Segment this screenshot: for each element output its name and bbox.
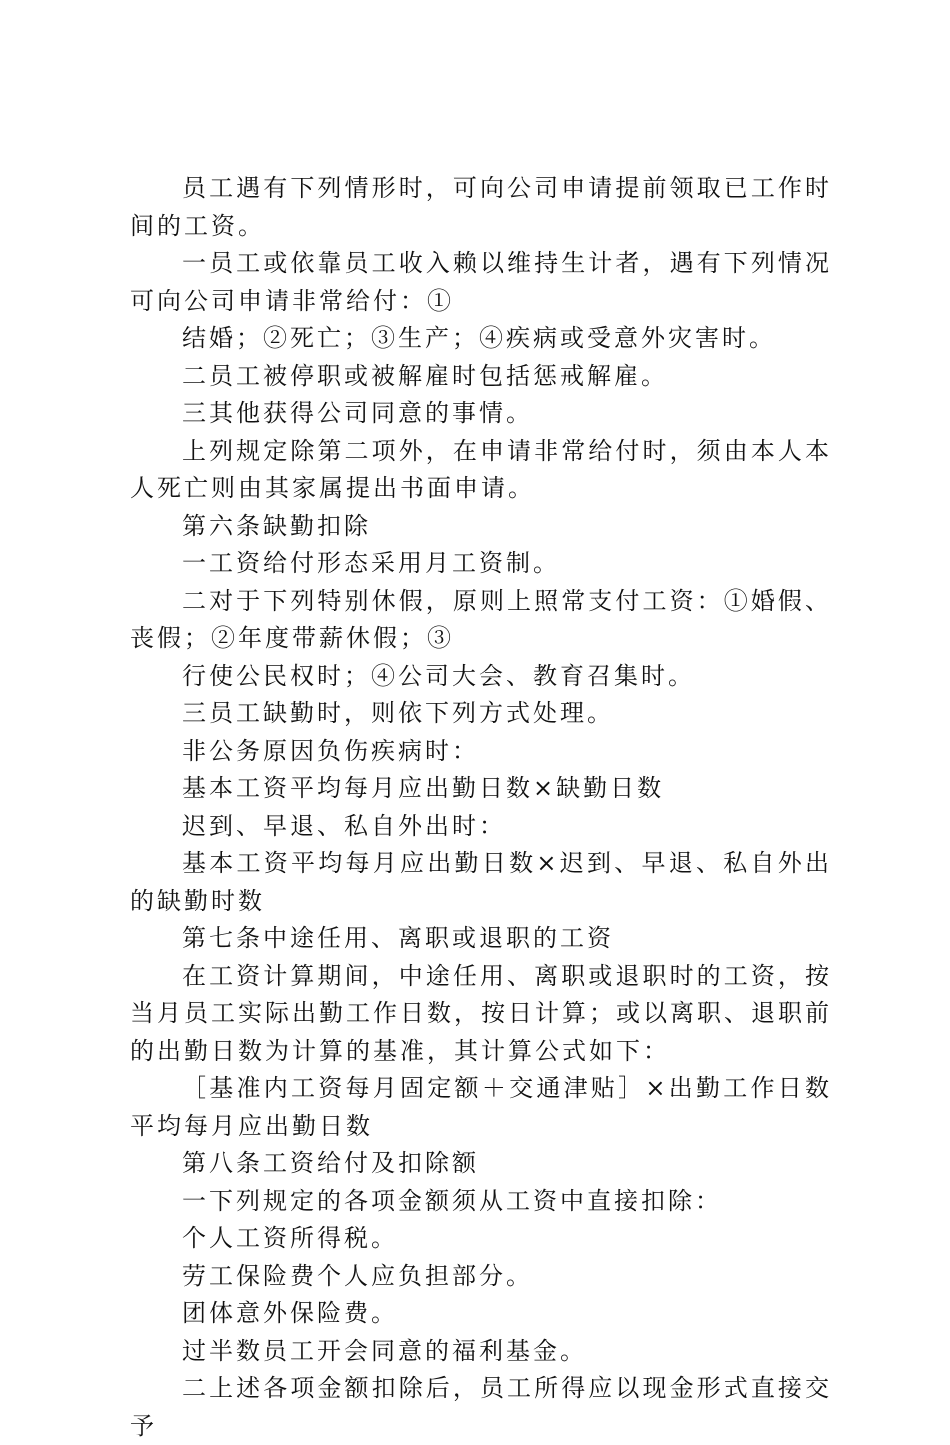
formula: 基本工资平均每月应出勤日数×迟到、早退、私自外出的缺勤时数 (130, 849, 832, 915)
paragraph: 上列规定除第二项外，在申请非常给付时，须由本人本人死亡则由其家属提出书面申请。 (130, 436, 832, 502)
list-item: 劳工保险费个人应负担部分。 (182, 1261, 533, 1290)
paragraph: 一员工或依靠员工收入赖以维持生计者，遇有下列情况可向公司申请非常给付：① (130, 249, 832, 315)
formula: ［基准内工资每月固定额＋交通津贴］×出勤工作日数平均每月应出勤日数 (130, 1074, 832, 1140)
paragraph: 行使公民权时；④公司大会、教育召集时。 (182, 661, 695, 690)
paragraph: 非公务原因负伤疾病时： (182, 736, 479, 765)
paragraph: 二上述各项金额扣除后，员工所得应以现金形式直接交予 (130, 1374, 832, 1440)
paragraph: 三员工缺勤时，则依下列方式处理。 (182, 699, 614, 727)
document-body (130, 170, 832, 1445)
formula: 基本工资平均每月应出勤日数×缺勤日数 (182, 774, 665, 802)
paragraph: 三其他获得公司同意的事情。 (182, 399, 533, 427)
list-item: 团体意外保险费。 (182, 1299, 398, 1327)
paragraph: 在工资计算期间，中途任用、离职或退职时的工资，按当月员工实际出勤工作日数，按日计算；或以离职、退职前的出勤日数为计算的基准，其计算公式如下： (130, 961, 832, 1065)
section-heading: 第六条缺勤扣除 (182, 511, 371, 540)
list-item: 过半数员工开会同意的福利基金。 (182, 1336, 587, 1365)
list-item: 个人工资所得税。 (182, 1224, 398, 1252)
paragraph: 一工资给付形态采用月工资制。 (182, 549, 560, 577)
paragraph: 迟到、早退、私自外出时： (182, 811, 506, 840)
paragraph: 员工遇有下列情形时，可向公司申请提前领取已工作时间的工资。 (130, 174, 832, 240)
paragraph: 结婚；②死亡；③生产；④疾病或受意外灾害时。 (182, 324, 776, 352)
paragraph: 二员工被停职或被解雇时包括惩戒解雇。 (182, 361, 668, 390)
section-heading: 第八条工资给付及扣除额 (182, 1149, 479, 1177)
paragraph: 二对于下列特别休假，原则上照常支付工资：①婚假、丧假；②年度带薪休假；③ (130, 586, 832, 652)
section-heading: 第七条中途任用、离职或退职的工资 (182, 924, 614, 952)
paragraph: 一下列规定的各项金额须从工资中直接扣除： (182, 1186, 722, 1215)
